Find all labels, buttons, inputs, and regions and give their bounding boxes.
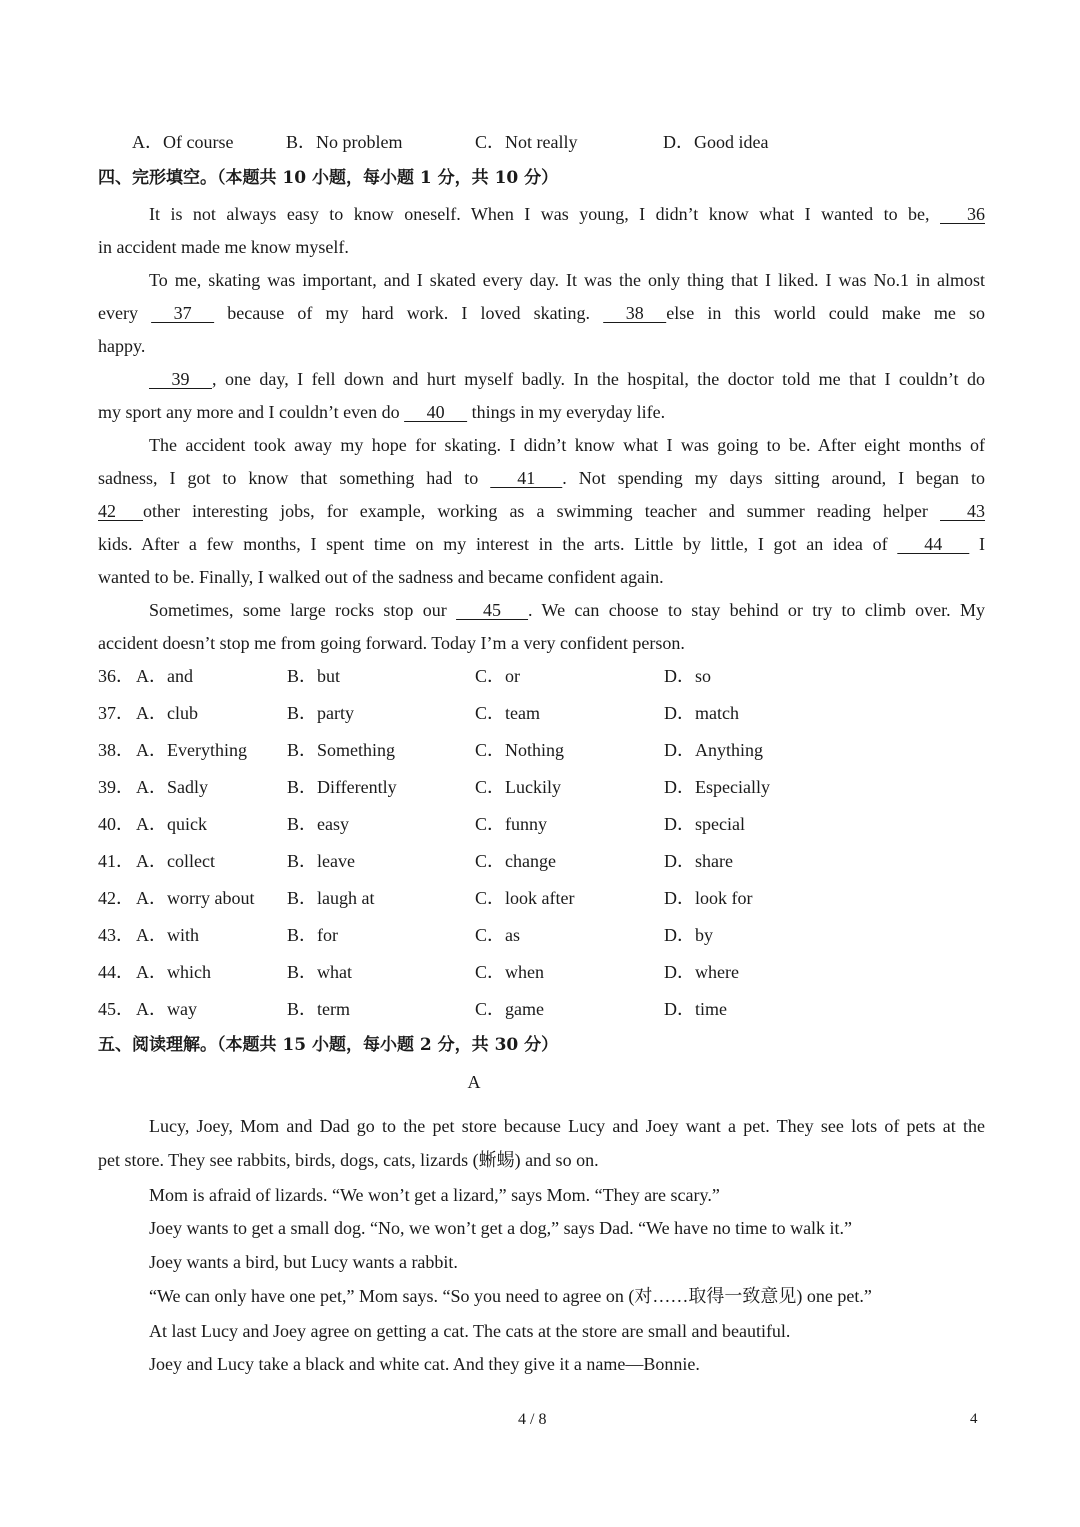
option-a: A．way [136,999,197,1019]
option-a: A．quick [136,814,207,834]
option-c: C．team [475,703,540,723]
reading-p6: At last Lucy and Joey agree on getting a cat. The cats at the store are small and beautiful. [149,1321,791,1341]
reading-p3: Joey wants to get a small dog. “No, we won’t get a dog,” says Dad. “We have no time to walk it.” [149,1218,853,1238]
question-row [98,661,985,691]
blank-42: 42 [98,501,143,521]
option-c: C．or [475,666,520,686]
option-b: B．what [287,962,352,982]
option-a: A．with [136,925,199,945]
section-five-heading: 五、阅读理解。（本题共 15 小题，每小题 2 分，共 30 分） [98,1035,559,1055]
cloze-p1-line1: It is not always easy to know oneself. When I was young, I didn’t know what I wanted to be, 36 [98,198,985,231]
question-row [98,883,985,913]
question-number: 39． [98,777,134,797]
option-c: C．when [475,962,544,982]
question-number: 44． [98,962,134,982]
option-b: B．leave [287,851,355,871]
cloze-p4-line2: sadness, I got to know that something had to 41 . Not spending my days sitting around, I began to [98,462,985,495]
question-row [98,809,985,839]
option-a: A．Of course [132,132,234,152]
option-a: A．and [136,666,193,686]
cloze-p1-line2: in accident made me know myself. [98,237,349,257]
question-number: 38． [98,740,134,760]
reading-p1-line1: Lucy, Joey, Mom and Dad go to the pet store because Lucy and Joey want a pet. They see lots of pets at the [149,1116,985,1136]
question-row [98,994,985,1024]
option-d: D．time [664,999,727,1019]
question-number: 43． [98,925,134,945]
option-d: D．look for [664,888,753,908]
option-a: A．Sadly [136,777,208,797]
option-a: A．worry about [136,888,255,908]
question-row [98,735,985,765]
blank-40: 40 [404,402,468,422]
question-row [98,920,985,950]
option-a: A．which [136,962,211,982]
cloze-p2-line3: happy. [98,336,146,356]
cloze-p4-line5: wanted to be. Finally, I walked out of the sadness and became confident again. [98,567,664,587]
cloze-p4-line4: kids. After a few months, I spent time on my interest in the arts. Little by little, I got an idea of 44 I [98,528,985,561]
page-number: 4 [970,1411,978,1427]
option-b: B．party [287,703,354,723]
page-indicator: 4 / 8 [518,1411,547,1428]
blank-39: 39 [149,369,212,389]
option-b: B．Something [287,740,396,760]
question-number: 37． [98,703,134,723]
question-number: 36． [98,666,134,686]
question-row [98,846,985,876]
blank-45: 45 [456,600,529,620]
cloze-p5-line2: accident doesn’t stop me from going forward. Today I’m a very confident person. [98,633,685,653]
option-d: D．share [664,851,733,871]
cloze-p5-line1: Sometimes, some large rocks stop our 45 . We can choose to stay behind or try to climb over. My [98,594,985,627]
option-c: C．as [475,925,520,945]
question-row [98,957,985,987]
option-b: B．No problem [286,132,403,152]
option-c: C．Luckily [475,777,561,797]
blank-37: 37 [151,303,215,323]
question-number: 42． [98,888,134,908]
option-b: B．term [287,999,350,1019]
question-row [98,698,985,728]
cloze-p2-line1: To me, skating was important, and I skated every day. It was the only thing that I liked. I was No.1 in almost [149,270,985,290]
option-d: D．Anything [664,740,763,760]
option-b: B．Differently [287,777,397,797]
reading-p7: Joey and Lucy take a black and white cat. And they give it a name—Bonnie. [149,1354,700,1374]
option-a: A．Everything [136,740,247,760]
option-c: C．funny [475,814,547,834]
question-row [98,772,985,802]
option-d: D．special [664,814,745,834]
cloze-p4-line3: 42 other interesting jobs, for example, working as a swimming teacher and summer reading helper 43 [98,495,985,528]
option-a: A．club [136,703,198,723]
blank-43: 43 [940,501,986,521]
cloze-p3-line1: 39 , one day, I fell down and hurt myself badly. In the hospital, the doctor told me that I couldn’t do [98,363,985,396]
section-four-heading: 四、完形填空。（本题共 10 小题，每小题 1 分，共 10 分） [98,168,559,188]
reading-p1-line2: pet store. They see rabbits, birds, dogs, cats, lizards (蜥蜴) and so on. [98,1150,599,1170]
blank-41: 41 [490,468,563,488]
cloze-p2-line2: every 37 because of my hard work. I loved skating. 38 else in this world could make me so [98,297,985,330]
question-number: 40． [98,814,134,834]
blank-44: 44 [897,534,970,554]
option-c: C．game [475,999,544,1019]
blank-36: 36 [940,204,985,224]
option-d: D．match [664,703,739,723]
option-b: B．for [287,925,338,945]
question-number: 41． [98,851,134,871]
option-c: C．Nothing [475,740,565,760]
option-b: B．laugh at [287,888,375,908]
option-d: D．where [664,962,739,982]
option-d: D．Especially [664,777,770,797]
option-c: C．Not really [475,132,578,152]
option-d: D．so [664,666,712,686]
option-b: B．but [287,666,341,686]
reading-p4: Joey wants a bird, but Lucy wants a rabbit. [149,1252,458,1272]
passage-label: A [467,1072,481,1092]
prev-question-options [98,127,985,157]
option-c: C．look after [475,888,575,908]
option-b: B．easy [287,814,349,834]
blank-38: 38 [603,303,667,323]
question-number: 45． [98,999,134,1019]
option-a: A．collect [136,851,215,871]
cloze-p4-line1: The accident took away my hope for skating. I didn’t know what I was going to be. After eight months of [149,435,985,455]
option-c: C．change [475,851,556,871]
reading-p2: Mom is afraid of lizards. “We won’t get a lizard,” says Mom. “They are scary.” [149,1185,720,1205]
reading-p5: “We can only have one pet,” Mom says. “So you need to agree on (对……取得一致意见) one pet.” [149,1286,872,1306]
cloze-p3-line2: my sport any more and I couldn’t even do 40 things in my everyday life. [98,396,985,429]
option-d: D．by [664,925,713,945]
option-d: D．Good idea [663,132,769,152]
